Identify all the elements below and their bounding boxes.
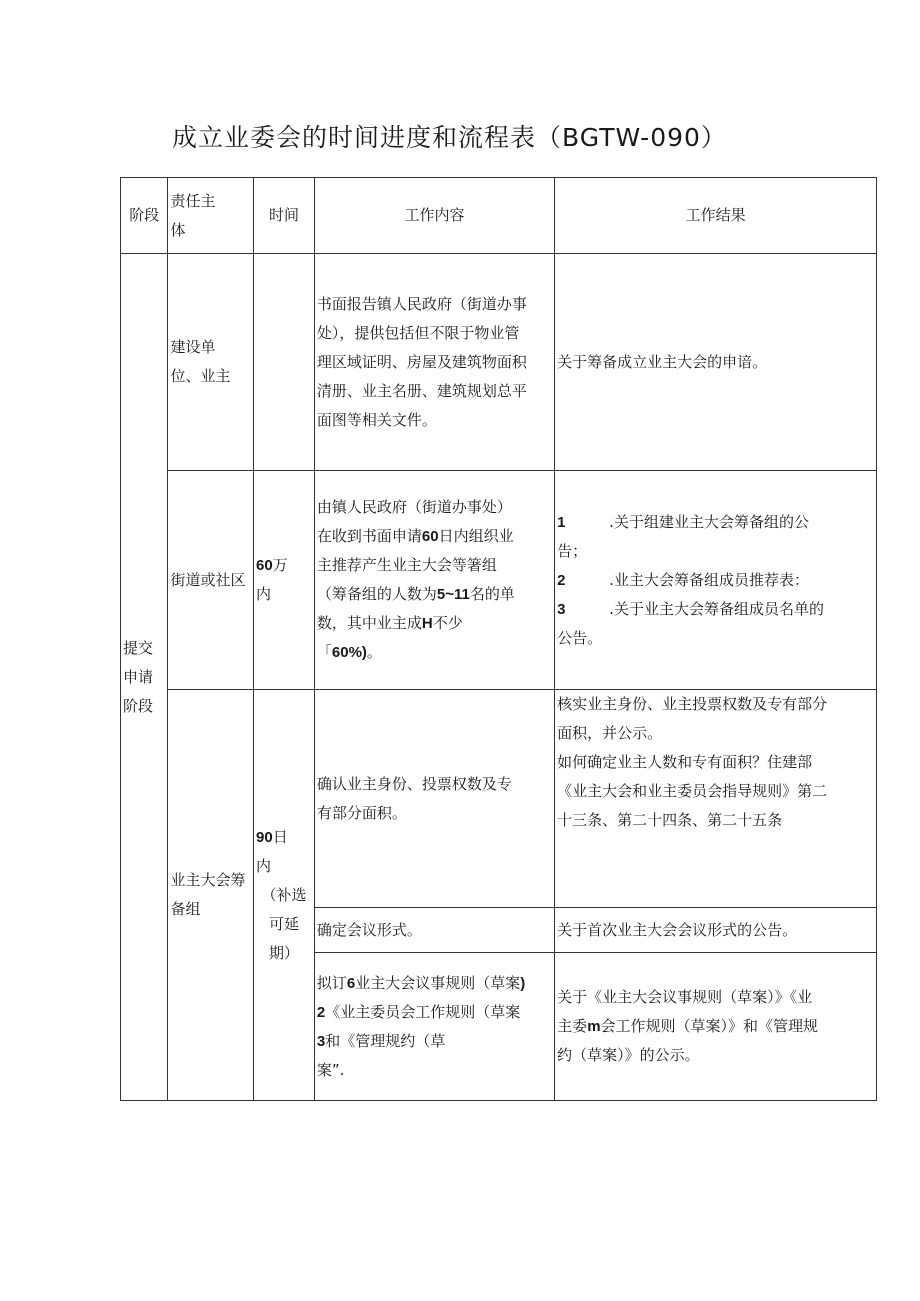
table-row <box>121 471 877 690</box>
subject-cell: 街道或社区 <box>168 471 254 690</box>
result-cell: 核实业主身份、业主投票权数及专有部分 面积，并公示。 如何确定业主人数和专有面积？住建部 《业主大会和业主委员会指导规则》第二 十三条、第二十四条、第二十五条 <box>555 690 877 908</box>
stage-cell: 提交 申请 阶段 <box>121 254 168 1101</box>
header-subject: 责任主 体 <box>168 178 254 254</box>
subject-cell: 建设单 位、业主 <box>168 254 254 471</box>
result-cell: 关于首次业主大会会议形式的公告。 <box>555 908 877 953</box>
table-row <box>121 690 877 908</box>
work-cell: 由镇人民政府（街道办事处） 在收到书面申请60日内组织业 主推荐产生业主大会等箸组 （筹备组的人数为5~11名的单 数，其中业主成H不少 「60%)。 <box>314 471 554 690</box>
header-stage: 阶段 <box>121 178 168 254</box>
page-title: 成立业委会的时间进度和流程表（BGTW-090） <box>172 123 727 152</box>
work-cell: 确定会议形式。 <box>314 908 554 953</box>
result-cell: 关于筹备成立业主大会的申谙。 <box>555 254 877 471</box>
time-cell: 90日 内 （补选 可延 期） <box>254 690 315 1101</box>
header-work: 工作内容 <box>314 178 554 254</box>
header-time: 时间 <box>254 178 315 254</box>
time-cell <box>254 254 315 471</box>
header-row <box>121 178 877 254</box>
work-cell: 书面报告镇人民政府（街道办事 处），提供包括但不限于物业管 理区域证明、房屋及建筑物面积 清册、业主名册、建筑规划总平 面图等相关文件。 <box>314 254 554 471</box>
work-cell: 确认业主身份、投票权数及专 有部分面积。 <box>314 690 554 908</box>
process-table <box>120 177 877 1101</box>
subject-cell: 业主大会筹 备组 <box>168 690 254 1101</box>
result-cell: 1 .关于组建业主大会筹备组的公 告； 2 .业主大会筹备组成员推荐表： 3 .关于业主大会筹备组成员名单的 公告。 <box>555 471 877 690</box>
result-cell: 关于《业主大会议事规则（草案）》《业 主委m会工作规则（草案）》和《管理规 约（草案）》的公示。 <box>555 953 877 1101</box>
time-cell: 60万 内 <box>254 471 315 690</box>
table-row <box>121 254 877 471</box>
work-cell: 拟订6业主大会议事规则（草案) 2《业主委员会工作规则（草案 3和《管理规约（草 案”. <box>314 953 554 1101</box>
header-result: 工作结果 <box>555 178 877 254</box>
